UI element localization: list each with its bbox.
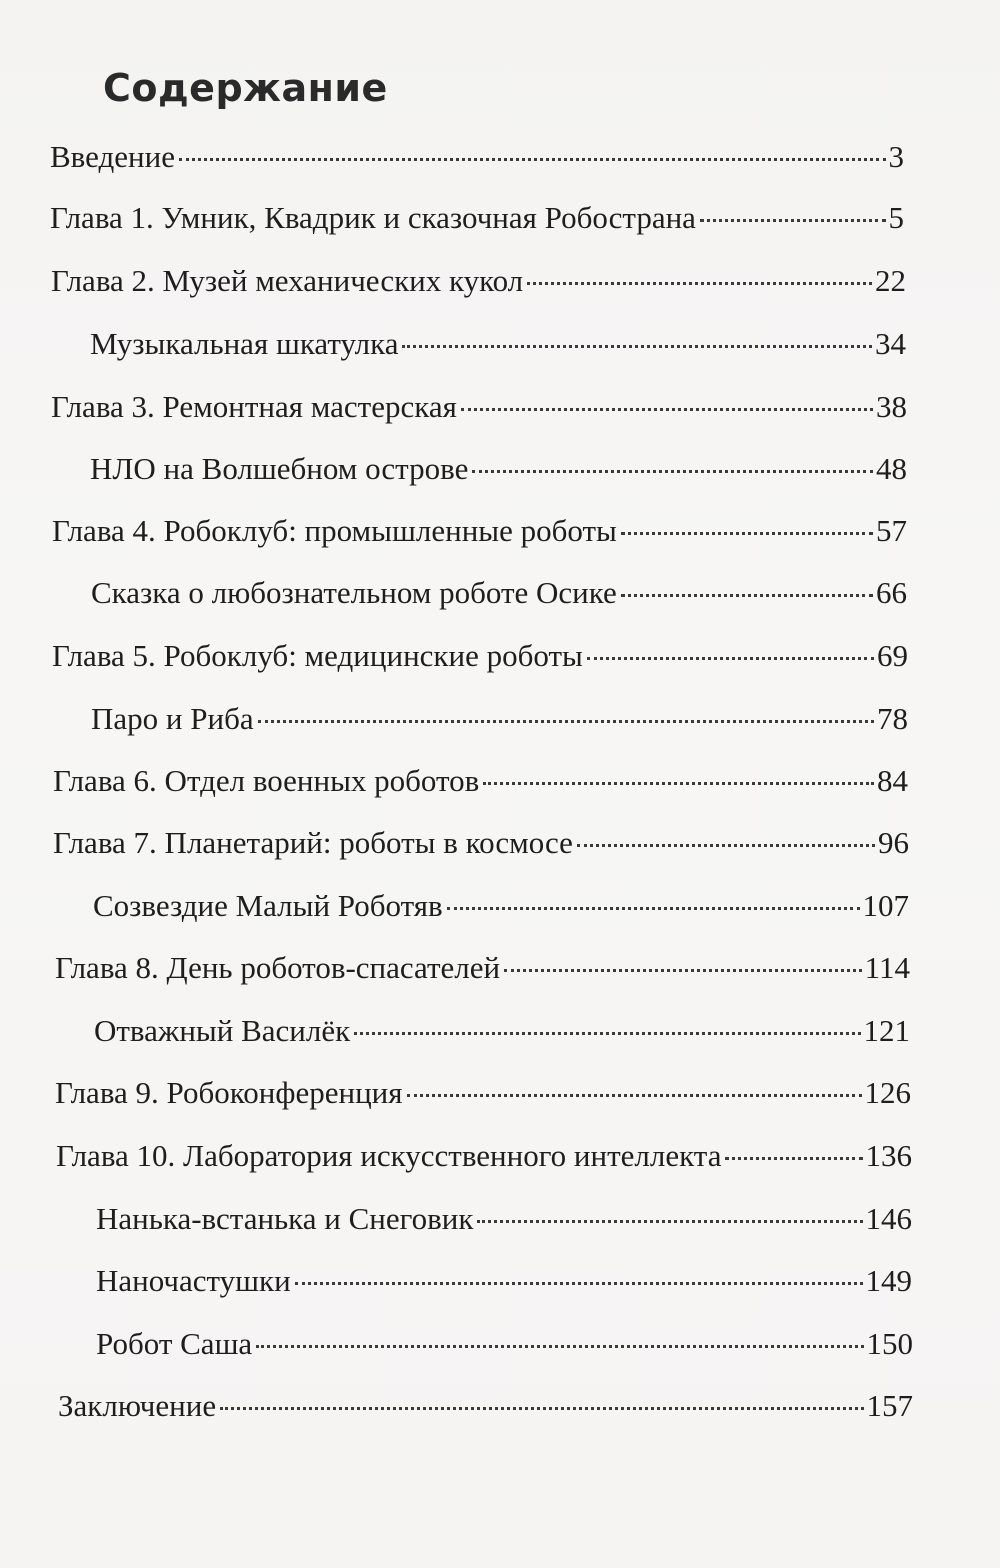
dot-leader <box>461 408 873 411</box>
toc-page-number: 126 <box>864 1075 911 1110</box>
toc-page-number: 150 <box>866 1326 913 1361</box>
toc-page-number: 84 <box>877 763 908 798</box>
toc-entry-title: Глава 1. Умник, Квадрик и сказочная Робострана <box>50 200 696 235</box>
toc-entry-title: Созвездие Малый Роботяв <box>93 888 443 923</box>
dot-leader <box>527 282 872 285</box>
toc-entry-title: Глава 2. Музей механических кукол <box>51 263 524 298</box>
toc-page-number: 66 <box>876 575 907 610</box>
dot-leader <box>447 907 860 910</box>
toc-entry <box>51 259 906 303</box>
toc-entry-title: Глава 7. Планетарий: роботы в космосе <box>53 825 573 860</box>
dot-leader <box>258 720 874 723</box>
toc-entry <box>53 821 909 865</box>
toc-entry <box>96 1322 913 1366</box>
toc-entry-title: Робот Саша <box>96 1326 253 1361</box>
toc-entry <box>58 1384 913 1428</box>
toc-entry-title: Глава 6. Отдел военных роботов <box>53 763 480 798</box>
toc-page-number: 34 <box>875 326 906 361</box>
dot-leader <box>621 532 873 535</box>
dot-leader <box>220 1407 863 1410</box>
toc-page-number: 38 <box>876 389 907 424</box>
toc-entry-title: Сказка о любознательном роботе Осике <box>91 575 617 610</box>
toc-entry <box>91 571 907 615</box>
toc-entry <box>50 196 904 240</box>
toc-entry-title: Наночастушки <box>96 1263 291 1298</box>
toc-entry <box>93 884 909 928</box>
toc-entry <box>53 759 908 803</box>
toc-entry <box>51 385 907 429</box>
toc-entry-title: Нанька-встанька и Снеговик <box>96 1201 474 1236</box>
dot-leader <box>402 345 872 348</box>
dot-leader <box>407 1094 862 1097</box>
page-title: Содержание <box>103 66 388 110</box>
dot-leader <box>477 1220 862 1223</box>
dot-leader <box>354 1032 860 1035</box>
toc-entry <box>52 634 908 678</box>
toc-entry <box>90 447 907 491</box>
toc-entry-title: Глава 3. Ремонтная мастерская <box>51 389 457 424</box>
toc-entry-title: Паро и Риба <box>91 701 254 736</box>
toc-entry-title: Музыкальная шкатулка <box>90 326 399 361</box>
toc-entry <box>96 1197 912 1241</box>
toc-page-number: 149 <box>865 1263 912 1298</box>
toc-entry <box>91 697 908 741</box>
dot-leader <box>577 844 875 847</box>
toc-entry <box>90 322 906 366</box>
toc-page-number: 121 <box>863 1013 910 1048</box>
toc-entry-title: Глава 9. Робоконференция <box>55 1075 403 1110</box>
toc-page-number: 69 <box>877 638 908 673</box>
toc-entry <box>55 946 910 990</box>
toc-page-number: 57 <box>876 513 907 548</box>
toc-page-number: 107 <box>862 888 909 923</box>
toc-entry-title: НЛО на Волшебном острове <box>90 451 469 486</box>
toc-entry-title: Глава 5. Робоклуб: медицинские роботы <box>52 638 583 673</box>
toc-entry-title: Заключение <box>58 1388 217 1423</box>
toc-page-number: 136 <box>865 1138 912 1173</box>
toc-page-number: 96 <box>878 825 909 860</box>
toc-entry <box>56 1134 912 1178</box>
toc-entry <box>52 509 907 553</box>
toc-entry-title: Глава 10. Лаборатория искусственного интеллекта <box>56 1138 722 1173</box>
toc-page-number: 3 <box>888 139 904 174</box>
toc-page-number: 22 <box>875 263 906 298</box>
toc-page-number: 157 <box>866 1388 913 1423</box>
toc-entry-title: Введение <box>50 139 175 174</box>
dot-leader <box>504 969 862 972</box>
toc-page-number: 5 <box>888 200 904 235</box>
dot-leader <box>700 219 886 222</box>
dot-leader <box>179 158 886 161</box>
dot-leader <box>256 1345 863 1348</box>
dot-leader <box>472 470 873 473</box>
toc-page-number: 48 <box>876 451 907 486</box>
dot-leader <box>587 657 874 660</box>
dot-leader <box>483 782 874 785</box>
toc-page-number: 114 <box>864 950 910 985</box>
dot-leader <box>621 594 873 597</box>
toc-entry-title: Глава 4. Робоклуб: промышленные роботы <box>52 513 617 548</box>
toc-entry-title: Глава 8. День роботов-спасателей <box>55 950 501 985</box>
toc-entry <box>94 1009 910 1053</box>
toc-entry <box>55 1071 911 1115</box>
toc-entry-title: Отважный Василёк <box>94 1013 351 1048</box>
toc-entry <box>96 1259 912 1303</box>
toc-entry <box>50 135 904 179</box>
toc-page-number: 146 <box>865 1201 912 1236</box>
dot-leader <box>725 1157 862 1160</box>
toc-page-number: 78 <box>877 701 908 736</box>
dot-leader <box>295 1282 863 1285</box>
